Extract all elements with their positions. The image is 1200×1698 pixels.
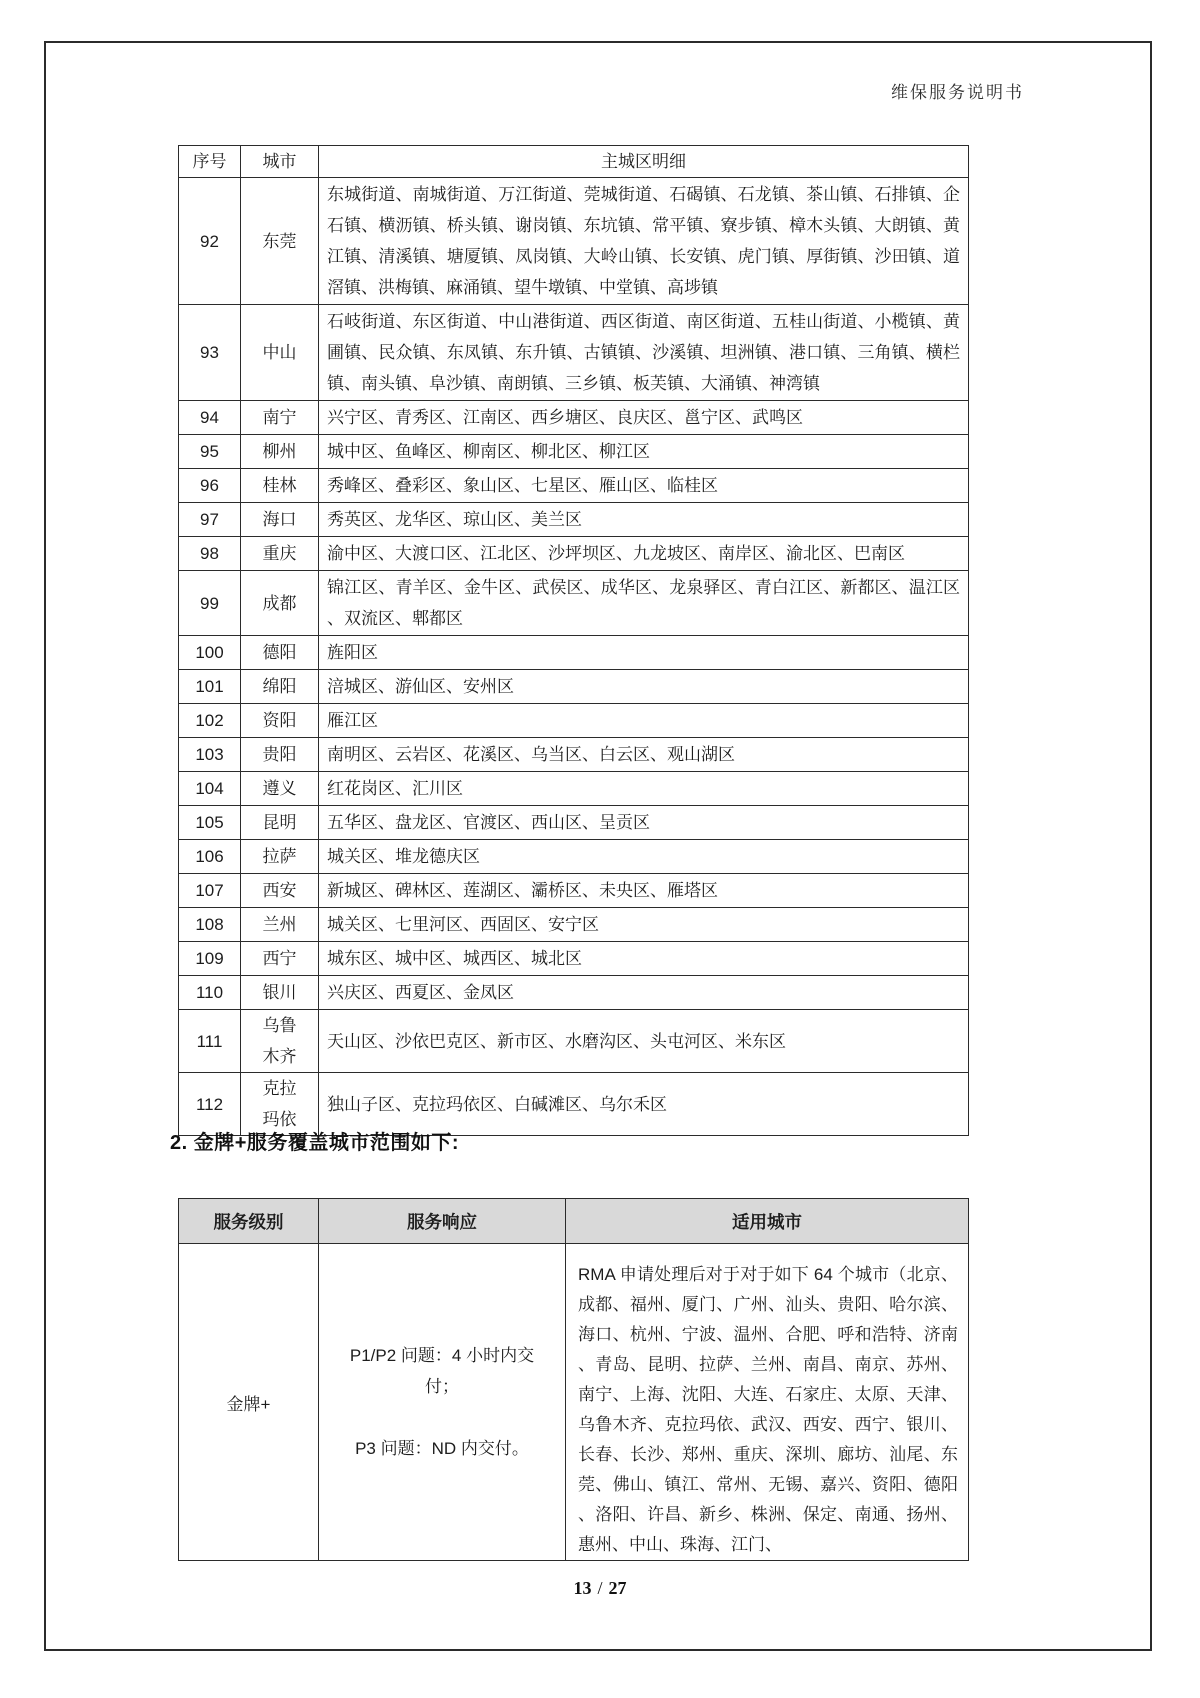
row-districts: 秀英区、龙华区、琼山区、美兰区	[319, 503, 969, 537]
table-row	[179, 571, 969, 636]
row-index: 95	[179, 435, 241, 469]
service-response-cell	[319, 1244, 566, 1561]
row-city: 重庆	[241, 537, 319, 571]
row-index: 97	[179, 503, 241, 537]
row-index: 106	[179, 840, 241, 874]
row-city: 资阳	[241, 704, 319, 738]
row-districts: 雁江区	[319, 704, 969, 738]
table-row	[179, 435, 969, 469]
row-index: 98	[179, 537, 241, 571]
table-row	[179, 670, 969, 704]
row-districts: 五华区、盘龙区、官渡区、西山区、呈贡区	[319, 806, 969, 840]
column-header-index: 序号	[179, 146, 241, 178]
row-districts: 城中区、鱼峰区、柳南区、柳北区、柳江区	[319, 435, 969, 469]
row-city: 克拉玛依	[241, 1073, 319, 1136]
row-index: 110	[179, 976, 241, 1010]
row-city: 桂林	[241, 469, 319, 503]
current-page-number: 13	[573, 1578, 592, 1598]
row-city: 绵阳	[241, 670, 319, 704]
row-districts: 新城区、碑林区、莲湖区、灞桥区、未央区、雁塔区	[319, 874, 969, 908]
document-header-title: 维保服务说明书	[891, 83, 1024, 102]
row-city: 拉萨	[241, 840, 319, 874]
row-city: 德阳	[241, 636, 319, 670]
page-number-footer	[0, 1578, 1200, 1599]
row-index: 96	[179, 469, 241, 503]
response-line-p3: P3 问题：ND 内交付。	[355, 1439, 529, 1458]
row-city: 西宁	[241, 942, 319, 976]
table-row	[179, 840, 969, 874]
table-row	[179, 772, 969, 806]
row-districts: 兴宁区、青秀区、江南区、西乡塘区、良庆区、邕宁区、武鸣区	[319, 401, 969, 435]
row-city: 中山	[241, 305, 319, 401]
row-districts: 锦江区、青羊区、金牛区、武侯区、成华区、龙泉驿区、青白江区、新都区、温江区、双流区、郫都区	[319, 571, 969, 636]
column-header-city: 城市	[241, 146, 319, 178]
table-row	[179, 178, 969, 305]
row-index: 101	[179, 670, 241, 704]
row-index: 93	[179, 305, 241, 401]
row-city: 南宁	[241, 401, 319, 435]
row-districts: 旌阳区	[319, 636, 969, 670]
row-districts: 南明区、云岩区、花溪区、乌当区、白云区、观山湖区	[319, 738, 969, 772]
row-index: 99	[179, 571, 241, 636]
page-number-separator: /	[597, 1578, 603, 1598]
gold-plus-service-table	[178, 1198, 969, 1561]
row-districts: 独山子区、克拉玛依区、白碱滩区、乌尔禾区	[319, 1073, 969, 1136]
table-row	[179, 806, 969, 840]
row-city: 西安	[241, 874, 319, 908]
column-header-service-level: 服务级别	[179, 1199, 319, 1244]
total-page-count: 27	[608, 1578, 627, 1598]
table-row	[179, 305, 969, 401]
row-districts: 石岐街道、东区街道、中山港街道、西区街道、南区街道、五桂山街道、小榄镇、黄圃镇、民众镇、东凤镇、东升镇、古镇镇、沙溪镇、坦洲镇、港口镇、三角镇、横栏镇、南头镇、阜沙镇、南朗镇、三乡镇、板芙镇、大涌镇、神湾镇	[319, 305, 969, 401]
service-level-cell: 金牌+	[179, 1244, 319, 1561]
row-districts: 涪城区、游仙区、安州区	[319, 670, 969, 704]
row-index: 94	[179, 401, 241, 435]
row-index: 103	[179, 738, 241, 772]
row-index: 111	[179, 1010, 241, 1073]
row-districts: 秀峰区、叠彩区、象山区、七星区、雁山区、临桂区	[319, 469, 969, 503]
table-row	[179, 469, 969, 503]
column-header-applicable-cities: 适用城市	[566, 1199, 969, 1244]
response-line-p1p2: P1/P2 问题：4 小时内交付；	[349, 1346, 535, 1396]
row-index: 102	[179, 704, 241, 738]
city-table-header-row	[179, 146, 969, 178]
table-row	[179, 738, 969, 772]
table-row	[179, 401, 969, 435]
row-index: 104	[179, 772, 241, 806]
service-table-row	[179, 1244, 969, 1561]
column-header-service-response: 服务响应	[319, 1199, 566, 1244]
row-city: 海口	[241, 503, 319, 537]
row-districts: 城关区、堆龙德庆区	[319, 840, 969, 874]
table-row	[179, 537, 969, 571]
table-row	[179, 503, 969, 537]
row-city: 成都	[241, 571, 319, 636]
table-row	[179, 704, 969, 738]
row-districts: 城关区、七里河区、西固区、安宁区	[319, 908, 969, 942]
row-city: 昆明	[241, 806, 319, 840]
row-city: 柳州	[241, 435, 319, 469]
row-districts: 天山区、沙依巴克区、新市区、水磨沟区、头屯河区、米东区	[319, 1010, 969, 1073]
table-row	[179, 1010, 969, 1073]
row-city: 贵阳	[241, 738, 319, 772]
row-index: 112	[179, 1073, 241, 1136]
row-index: 109	[179, 942, 241, 976]
table-row	[179, 874, 969, 908]
row-city: 东莞	[241, 178, 319, 305]
row-districts: 红花岗区、汇川区	[319, 772, 969, 806]
row-index: 105	[179, 806, 241, 840]
section-heading: 2. 金牌+服务覆盖城市范围如下:	[170, 1132, 460, 1154]
service-table-header-row	[179, 1199, 969, 1244]
applicable-cities-cell: RMA 申请处理后对于对于如下 64 个城市（北京、成都、福州、厦门、广州、汕头、贵阳、哈尔滨、海口、杭州、宁波、温州、合肥、呼和浩特、济南、青岛、昆明、拉萨、兰州、南昌、南京、苏州、南宁、上海、沈阳、大连、石家庄、太原、天津、乌鲁木齐、克拉玛依、武汉、西安、西宁、银川、长春、长沙、郑州、重庆、深圳、廊坊、汕尾、东莞、佛山、镇江、常州、无锡、嘉兴、资阳、德阳、洛阳、许昌、新乡、株洲、保定、南通、扬州、惠州、中山、珠海、江门、	[566, 1244, 969, 1561]
table-row	[179, 976, 969, 1010]
table-row	[179, 942, 969, 976]
row-city: 银川	[241, 976, 319, 1010]
row-city: 乌鲁木齐	[241, 1010, 319, 1073]
row-districts: 东城街道、南城街道、万江街道、莞城街道、石碣镇、石龙镇、茶山镇、石排镇、企石镇、横沥镇、桥头镇、谢岗镇、东坑镇、常平镇、寮步镇、樟木头镇、大朗镇、黄江镇、清溪镇、塘厦镇、凤岗镇、大岭山镇、长安镇、虎门镇、厚街镇、沙田镇、道滘镇、洪梅镇、麻涌镇、望牛墩镇、中堂镇、高埗镇	[319, 178, 969, 305]
table-row	[179, 636, 969, 670]
row-index: 107	[179, 874, 241, 908]
row-index: 100	[179, 636, 241, 670]
row-city: 遵义	[241, 772, 319, 806]
row-districts: 兴庆区、西夏区、金凤区	[319, 976, 969, 1010]
row-index: 92	[179, 178, 241, 305]
row-city: 兰州	[241, 908, 319, 942]
table-row	[179, 908, 969, 942]
row-index: 108	[179, 908, 241, 942]
column-header-districts: 主城区明细	[319, 146, 969, 178]
row-districts: 城东区、城中区、城西区、城北区	[319, 942, 969, 976]
city-coverage-table	[178, 145, 969, 1136]
row-districts: 渝中区、大渡口区、江北区、沙坪坝区、九龙坡区、南岸区、渝北区、巴南区	[319, 537, 969, 571]
